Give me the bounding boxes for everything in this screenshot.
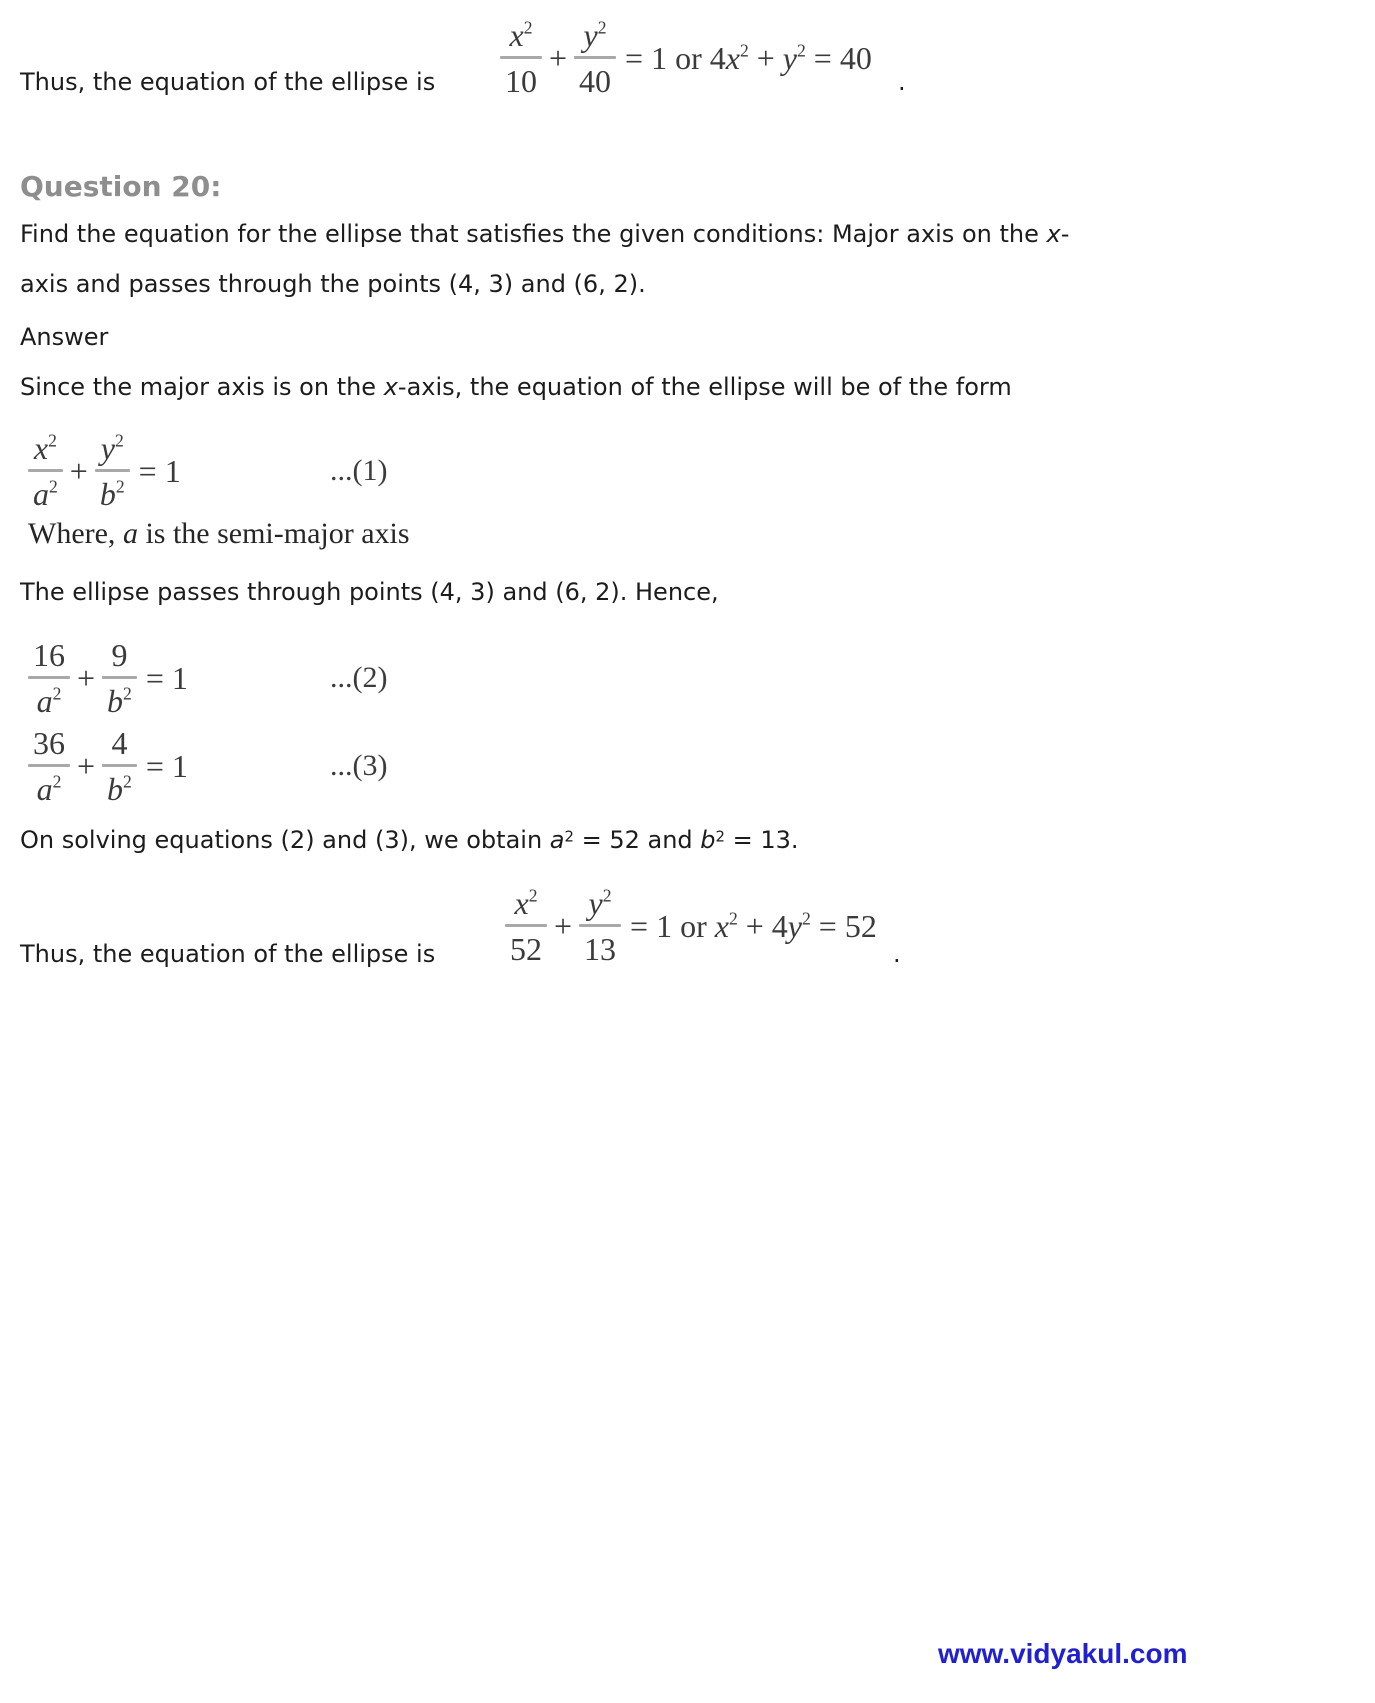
fraction-denominator xyxy=(32,773,67,805)
exponent: 2 xyxy=(49,476,58,497)
equation-text: = 1 or 4 xyxy=(625,39,726,76)
plus-operator: + xyxy=(77,747,96,784)
fraction-x2-over-10 xyxy=(500,19,542,97)
exponent: 2 xyxy=(48,430,57,451)
equation-text: + 4 xyxy=(737,907,788,944)
plus-operator: + xyxy=(77,659,96,696)
exponent: 2 xyxy=(739,39,749,60)
fraction-bar xyxy=(28,469,63,472)
solution-text: = 52 and xyxy=(573,826,701,854)
fraction-bar xyxy=(95,469,130,472)
variable-x: x xyxy=(725,39,740,76)
exponent: 2 xyxy=(114,430,124,451)
fraction-denominator: 13 xyxy=(584,931,617,967)
fraction-numerator xyxy=(510,887,543,919)
equation-2 xyxy=(28,639,188,717)
solution-text: Where, xyxy=(28,517,123,550)
fraction-numerator: 4 xyxy=(111,725,128,761)
equation-right-hand-side xyxy=(625,40,872,77)
variable-y: y xyxy=(588,885,603,921)
fraction-36-over-a2 xyxy=(28,727,70,805)
exponent: 2 xyxy=(802,907,811,928)
fraction-16-over-a2 xyxy=(28,639,70,717)
equation-right-hand-side: = 1 xyxy=(145,659,188,696)
exponent: 2 xyxy=(528,885,538,906)
variable-x: x xyxy=(509,17,524,53)
equation-right-hand-side xyxy=(630,908,877,945)
conclusion-lead-text: Thus, the equation of the ellipse is xyxy=(20,940,436,968)
variable-x: x xyxy=(33,430,49,466)
exponent: 2 xyxy=(715,827,725,846)
sentence-period: . xyxy=(898,68,906,96)
question-text-line-1 xyxy=(20,220,1069,249)
equation-text: = 52 xyxy=(810,907,877,944)
variable-a: a xyxy=(33,476,49,512)
fraction-bar xyxy=(102,676,137,679)
fraction-denominator: 52 xyxy=(510,931,542,967)
solution-text: Since the major axis is on the xyxy=(20,373,384,401)
variable-x: x xyxy=(514,885,529,921)
exponent: 2 xyxy=(602,885,612,906)
solution-text: -axis, the equation of the ellipse will be of the form xyxy=(397,373,1012,401)
plus-operator: + xyxy=(69,452,88,489)
plus-operator: + xyxy=(554,907,573,944)
intro-lead-text: Thus, the equation of the ellipse is xyxy=(20,68,436,96)
equation-right-hand-side: = 1 xyxy=(145,747,188,784)
exponent: 2 xyxy=(728,907,738,928)
variable-y: y xyxy=(583,17,598,53)
answer-label: Answer xyxy=(20,323,109,351)
solving-line xyxy=(20,826,799,855)
fraction-numerator: 36 xyxy=(33,725,65,761)
question-text: Find the equation for the ellipse that satisfies the given conditions: Major axis on the xyxy=(20,220,1047,248)
fraction-denominator xyxy=(102,773,137,805)
variable-b: b xyxy=(700,826,716,854)
vidyakul-watermark-link[interactable]: www.vidyakul.com xyxy=(938,1638,1188,1669)
exponent: 2 xyxy=(52,771,62,792)
fraction-numerator xyxy=(505,19,538,51)
fraction-y2-over-b2 xyxy=(95,432,130,510)
fraction-bar xyxy=(574,56,616,59)
fraction-x2-over-a2 xyxy=(28,432,63,510)
solution-text: = 13. xyxy=(725,826,799,854)
fraction-numerator xyxy=(584,887,617,919)
plus-operator: + xyxy=(549,39,568,76)
variable-a: a xyxy=(36,771,53,807)
variable-b: b xyxy=(107,771,124,807)
equation-ellipse-52-13 xyxy=(505,887,877,965)
equation-1 xyxy=(28,432,181,510)
exponent: 2 xyxy=(123,771,132,792)
equation-ellipse-10-40 xyxy=(500,19,872,97)
solution-text: On solving equations (2) and (3), we obtain xyxy=(20,826,550,854)
fraction-denominator xyxy=(102,685,137,717)
fraction-denominator: 40 xyxy=(579,63,612,99)
variable-x: x xyxy=(383,373,398,401)
variable-y: y xyxy=(782,39,797,76)
fraction-denominator xyxy=(32,685,67,717)
exponent: 2 xyxy=(564,827,574,846)
equation-1-label: ...(1) xyxy=(330,454,388,487)
fraction-y2-over-40 xyxy=(574,19,616,97)
exponent: 2 xyxy=(797,39,806,60)
fraction-denominator xyxy=(28,478,63,510)
fraction-y2-over-13 xyxy=(579,887,621,965)
fraction-4-over-b2 xyxy=(102,727,137,805)
fraction-numerator xyxy=(579,19,612,51)
where-line xyxy=(28,517,410,552)
variable-y: y xyxy=(100,430,115,466)
fraction-bar xyxy=(500,56,542,59)
passes-line: The ellipse passes through points (4, 3) and (6, 2). Hence, xyxy=(20,578,719,606)
fraction-bar xyxy=(28,764,70,767)
equation-2-label: ...(2) xyxy=(330,661,388,694)
variable-a: a xyxy=(549,826,565,854)
equation-3-label: ...(3) xyxy=(330,749,388,782)
question-text-line-2: axis and passes through the points (4, 3) and (6, 2). xyxy=(20,270,646,298)
equation-right-hand-side: = 1 xyxy=(138,452,181,489)
fraction-9-over-b2 xyxy=(102,639,137,717)
variable-y: y xyxy=(787,907,802,944)
equation-text: = 1 or xyxy=(630,907,715,944)
variable-x: x xyxy=(1046,220,1061,248)
exponent: 2 xyxy=(123,683,132,704)
equation-text: = 40 xyxy=(805,39,872,76)
question-text: - xyxy=(1060,220,1070,248)
fraction-x2-over-52 xyxy=(505,887,547,965)
fraction-bar xyxy=(505,924,547,927)
exponent: 2 xyxy=(52,683,62,704)
solution-text: is the semi-major axis xyxy=(137,517,410,550)
equation-text: + xyxy=(748,39,783,76)
fraction-numerator xyxy=(96,432,129,464)
question-heading: Question 20: xyxy=(20,170,222,203)
equation-3 xyxy=(28,727,188,805)
fraction-numerator: 16 xyxy=(33,637,65,673)
sentence-period: . xyxy=(893,940,901,968)
variable-a: a xyxy=(122,517,138,550)
exponent: 2 xyxy=(597,17,607,38)
exponent: 2 xyxy=(523,17,533,38)
since-line xyxy=(20,373,1012,402)
variable-b: b xyxy=(107,683,124,719)
fraction-bar xyxy=(102,764,137,767)
fraction-denominator: 10 xyxy=(505,63,537,99)
fraction-numerator xyxy=(29,432,62,464)
exponent: 2 xyxy=(115,476,125,497)
variable-b: b xyxy=(99,476,116,512)
fraction-bar xyxy=(579,924,621,927)
variable-a: a xyxy=(36,683,53,719)
variable-x: x xyxy=(714,907,729,944)
fraction-bar xyxy=(28,676,70,679)
fraction-numerator: 9 xyxy=(111,637,128,673)
fraction-denominator xyxy=(95,478,130,510)
